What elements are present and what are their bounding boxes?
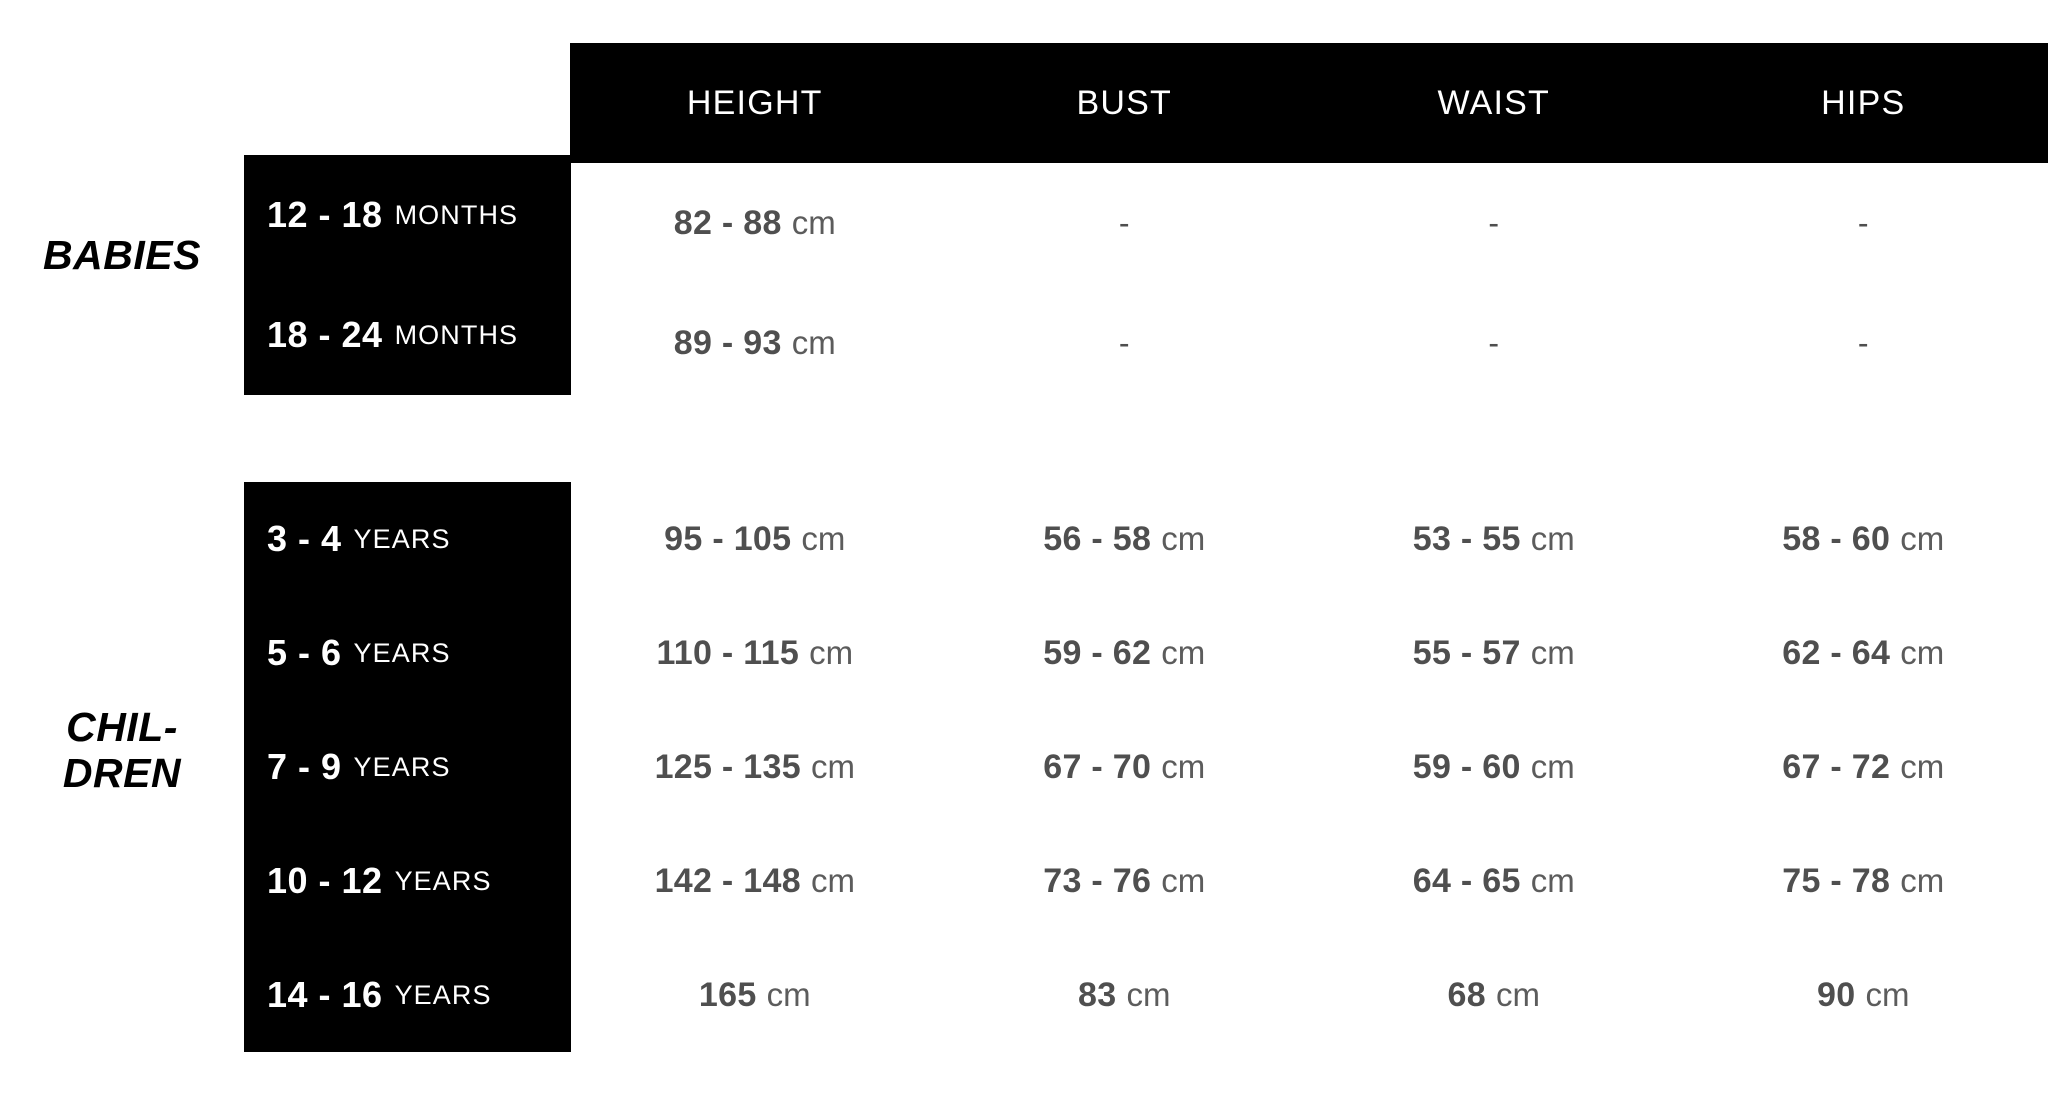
age-column-babies	[244, 155, 571, 395]
cell-value: -	[1488, 204, 1500, 241]
age-cell	[244, 155, 571, 275]
cell-bust	[940, 938, 1310, 1052]
table-row	[570, 482, 2048, 596]
cell-value: 83	[1078, 975, 1117, 1014]
age-column-children	[244, 482, 571, 1052]
cell-value: 68	[1447, 975, 1486, 1014]
age-unit: MONTHS	[394, 199, 519, 230]
cell-value: 82 - 88	[673, 203, 782, 242]
cell-value: 142 - 148	[654, 861, 801, 900]
cell-value: 59 - 62	[1043, 633, 1152, 672]
cell-bust	[940, 596, 1310, 710]
cell-value: 73 - 76	[1043, 861, 1152, 900]
group-label-babies: BABIES	[43, 232, 201, 278]
cell-bust	[940, 163, 1310, 283]
cell-value: 53 - 55	[1412, 519, 1521, 558]
age-unit: YEARS	[394, 865, 492, 896]
cell-unit: cm	[1161, 748, 1206, 785]
cell-unit: cm	[1530, 748, 1575, 785]
table-row	[570, 596, 2048, 710]
cell-value: 125 - 135	[654, 747, 801, 786]
cell-unit: cm	[1900, 862, 1945, 899]
cell-value: -	[1118, 204, 1130, 241]
cell-unit: cm	[1530, 634, 1575, 671]
age-value: 14 - 16	[267, 974, 383, 1015]
cell-value: 90	[1817, 975, 1856, 1014]
cell-unit: cm	[810, 748, 855, 785]
age-cell	[244, 275, 571, 395]
age-unit: YEARS	[353, 637, 451, 668]
cell-waist	[1309, 283, 1679, 403]
cell-unit: cm	[810, 862, 855, 899]
cell-unit: cm	[1161, 634, 1206, 671]
cell-value: 62 - 64	[1782, 633, 1891, 672]
cell-unit: cm	[809, 634, 854, 671]
cell-waist	[1309, 938, 1679, 1052]
age-unit: YEARS	[394, 979, 492, 1010]
cell-unit: cm	[1900, 748, 1945, 785]
cell-unit: cm	[1161, 862, 1206, 899]
measurements-babies	[570, 163, 2048, 403]
cell-unit: cm	[1530, 862, 1575, 899]
cell-height	[570, 283, 940, 403]
cell-height	[570, 482, 940, 596]
cell-waist	[1309, 596, 1679, 710]
age-cell	[244, 938, 571, 1052]
cell-value: -	[1857, 324, 1869, 361]
age-cell	[244, 710, 571, 824]
cell-waist	[1309, 482, 1679, 596]
age-value: 7 - 9	[267, 746, 342, 787]
age-value: 3 - 4	[267, 518, 342, 559]
cell-bust	[940, 824, 1310, 938]
table-row	[570, 824, 2048, 938]
cell-value: 67 - 72	[1782, 747, 1891, 786]
cell-hips	[1679, 710, 2048, 824]
age-value: 10 - 12	[267, 860, 383, 901]
table-row	[570, 710, 2048, 824]
cell-unit: cm	[1126, 976, 1171, 1013]
cell-height	[570, 596, 940, 710]
table-header-row	[570, 43, 2048, 163]
cell-unit: cm	[1161, 520, 1206, 557]
column-header-bust: BUST	[1076, 83, 1172, 122]
age-cell	[244, 482, 571, 596]
table-row	[570, 283, 2048, 403]
cell-height	[570, 824, 940, 938]
cell-unit: cm	[1865, 976, 1910, 1013]
cell-waist	[1309, 710, 1679, 824]
cell-waist	[1309, 824, 1679, 938]
cell-hips	[1679, 283, 2048, 403]
cell-unit: cm	[1530, 520, 1575, 557]
cell-value: 59 - 60	[1412, 747, 1521, 786]
age-value: 18 - 24	[267, 314, 383, 355]
cell-value: -	[1488, 324, 1500, 361]
cell-value: 67 - 70	[1043, 747, 1152, 786]
cell-bust	[940, 482, 1310, 596]
cell-height	[570, 163, 940, 283]
cell-value: 55 - 57	[1412, 633, 1521, 672]
age-unit: YEARS	[353, 523, 451, 554]
age-value: 5 - 6	[267, 632, 342, 673]
cell-hips	[1679, 824, 2048, 938]
cell-height	[570, 938, 940, 1052]
age-value: 12 - 18	[267, 194, 383, 235]
age-unit: MONTHS	[394, 319, 519, 350]
cell-value: 95 - 105	[664, 519, 792, 558]
cell-value: 165	[698, 975, 757, 1014]
cell-unit: cm	[791, 204, 836, 241]
cell-bust	[940, 710, 1310, 824]
cell-value: 110 - 115	[656, 633, 800, 672]
age-cell	[244, 596, 571, 710]
cell-unit: cm	[1900, 634, 1945, 671]
column-header-hips: HIPS	[1821, 83, 1906, 122]
table-row	[570, 938, 2048, 1052]
table-row	[570, 163, 2048, 283]
age-cell	[244, 824, 571, 938]
cell-unit: cm	[801, 520, 846, 557]
cell-value: -	[1857, 204, 1869, 241]
cell-value: 58 - 60	[1782, 519, 1891, 558]
cell-waist	[1309, 163, 1679, 283]
column-header-waist: WAIST	[1437, 83, 1550, 122]
group-label-children: CHIL- DREN	[62, 704, 182, 796]
column-header-height: HEIGHT	[686, 83, 823, 122]
cell-value: 64 - 65	[1412, 861, 1521, 900]
cell-value: 89 - 93	[673, 323, 782, 362]
cell-value: 56 - 58	[1043, 519, 1152, 558]
cell-hips	[1679, 596, 2048, 710]
cell-bust	[940, 283, 1310, 403]
measurements-children	[570, 482, 2048, 1052]
cell-hips	[1679, 163, 2048, 283]
cell-height	[570, 710, 940, 824]
cell-unit: cm	[1900, 520, 1945, 557]
cell-value: 75 - 78	[1782, 861, 1891, 900]
cell-unit: cm	[1495, 976, 1540, 1013]
cell-unit: cm	[766, 976, 811, 1013]
cell-hips	[1679, 938, 2048, 1052]
cell-unit: cm	[791, 324, 836, 361]
cell-value: -	[1118, 324, 1130, 361]
cell-hips	[1679, 482, 2048, 596]
age-unit: YEARS	[353, 751, 451, 782]
